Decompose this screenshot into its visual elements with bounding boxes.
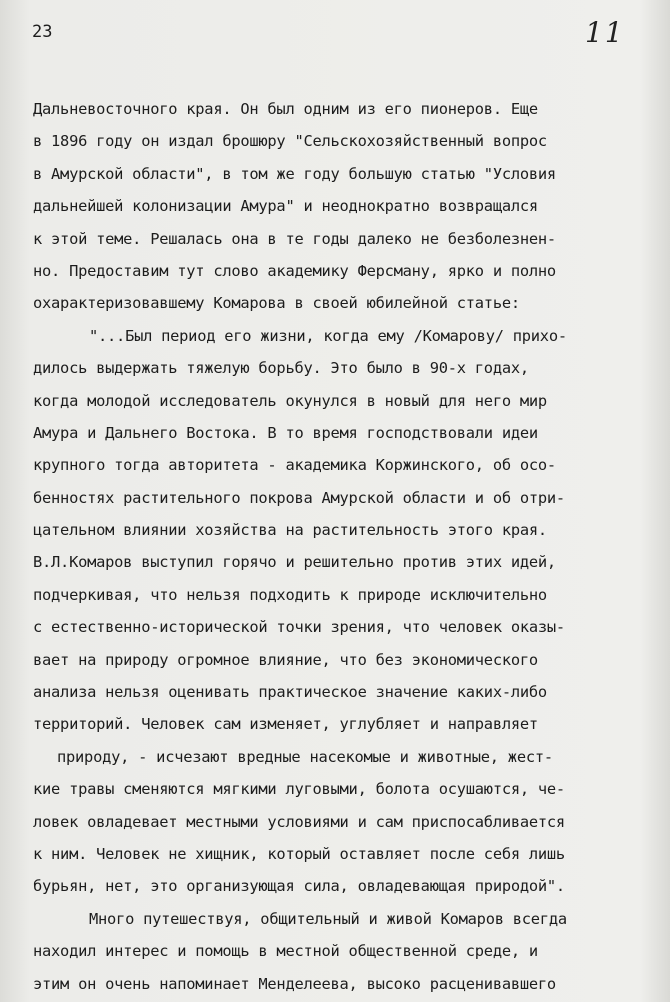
text-line: анализа нельзя оценивать практическое значение каких-либо <box>33 683 547 702</box>
text-line: дальнейшей колонизации Амура" и неоднократно возвращался <box>33 197 538 216</box>
text-line: бурьян, нет, это организующая сила, овладевающая природой". <box>33 877 565 896</box>
text-line: с естественно-исторической точки зрения, что человек оказы- <box>33 618 565 637</box>
text-line: дилось выдержать тяжелую борьбу. Это было в 90-х годах, <box>33 359 529 378</box>
text-line: но. Предоставим тут слово академику Ферсману, ярко и полно <box>33 261 556 280</box>
text-line: подчеркивая, что нельзя подходить к природе исключительно <box>33 585 547 604</box>
text-line: ловек овладевает местными условиями и сам приспосабливается <box>33 812 565 831</box>
text-line: крупного тогда авторитета - академика Коржинского, об осо- <box>33 456 556 475</box>
page-number: 23 <box>32 22 53 42</box>
text-line: в 1896 году он издал брошюру "Сельскохозяйственный вопрос <box>33 132 547 151</box>
text-line: охарактеризовавшему Комарова в своей юбилейной статье: <box>33 294 520 313</box>
body-text <box>33 93 661 1000</box>
text-line: вает на природу огромное влияние, что без экономического <box>33 650 538 669</box>
text-line: природу, - исчезают вредные насекомые и животные, жест- <box>57 747 553 766</box>
text-line: Дальневосточного края. Он был одним из его пионеров. Еще <box>33 100 538 118</box>
text-line: к этой теме. Решалась она в те годы далеко не безболезнен- <box>33 229 556 248</box>
text-line: территорий. Человек сам изменяет, углубляет и направляет <box>33 715 538 734</box>
text-line: находил интерес и помощь в местной общественной среде, и <box>33 942 538 961</box>
handwritten-page-mark: 11 <box>585 16 625 49</box>
text-line: цательном влиянии хозяйства на растительность этого края. <box>33 521 547 540</box>
text-line: когда молодой исследователь окунулся в новый для него мир <box>33 391 547 410</box>
quote-start-line: "...Был период его жизни, когда ему /Комарову/ прихо- <box>89 326 567 345</box>
text-line: этим он очень напоминает Менделеева, высоко расценивавшего <box>33 974 556 993</box>
text-line: бенностях растительного покрова Амурской области и об отри- <box>33 488 565 507</box>
text-line: к ним. Человек не хищник, который оставляет после себя лишь <box>33 844 565 863</box>
text-line: кие травы сменяются мягкими луговыми, болота осушаются, че- <box>33 780 565 799</box>
paragraph-start-line: Много путешествуя, общительный и живой Комаров всегда <box>89 909 567 928</box>
text-line: в Амурской области", в том же году большую статью "Условия <box>33 164 556 183</box>
text-line: В.Л.Комаров выступил горячо и решительно против этих идей, <box>33 553 556 572</box>
text-line: Амура и Дальнего Востока. В то время господствовали идеи <box>33 423 538 442</box>
